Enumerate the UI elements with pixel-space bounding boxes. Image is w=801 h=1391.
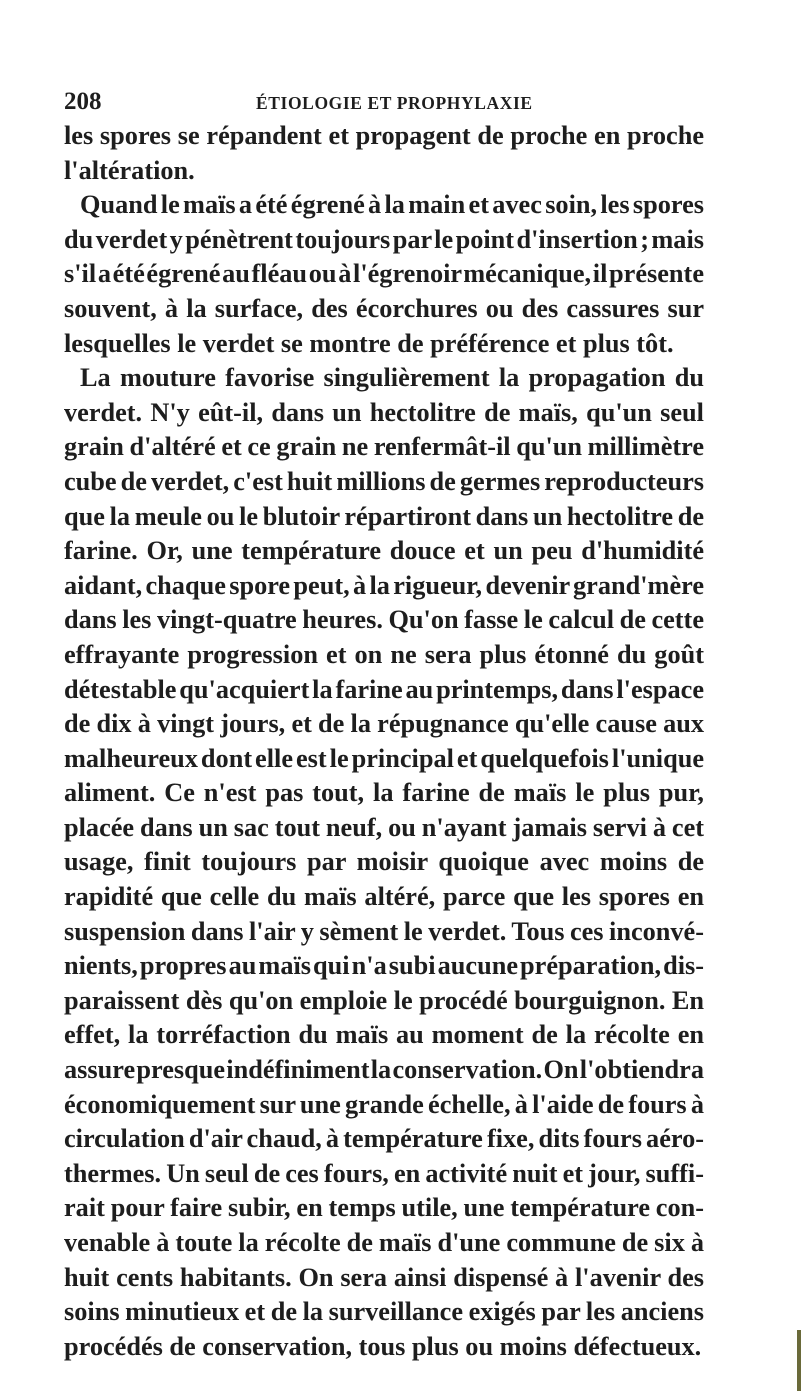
text-line: procédés de conservation, tous plus ou moins défectueux.: [64, 1331, 702, 1361]
text-line: s'il a été égrené au fléau ou à l'égrenoir mécanique, il présente: [64, 259, 704, 289]
page-edge-shadow: [797, 1330, 801, 1391]
text-line: détestable qu'acquiert la farine au printemps, dans l'espace: [64, 674, 704, 704]
text-line: grain d'altéré et ce grain ne renfermât-il qu'un millimètre: [64, 432, 704, 462]
text-line: malheureux dont elle est le principal et quelquefois l'unique: [64, 743, 704, 773]
text-line: usage, finit toujours par moisir quoique avec moins de: [64, 847, 704, 877]
text-line: nients, propres au maïs qui n'a subi aucune préparation, dis-: [64, 951, 704, 981]
text-line: paraissent dès qu'on emploie le procédé bourguignon. En: [64, 985, 704, 1015]
text-line: placée dans un sac tout neuf, ou n'ayant jamais servi à cet: [64, 812, 704, 842]
text-line: effrayante progression et on ne sera plus étonné du goût: [64, 639, 704, 669]
text-line: dans les vingt-quatre heures. Qu'on fasse le calcul de cette: [64, 605, 704, 635]
text-line: du verdet y pénètrent toujours par le point d'insertion ; mais: [64, 224, 704, 254]
text-line: La mouture favorise singulièrement la propagation du: [80, 363, 704, 393]
text-line: effet, la torréfaction du maïs au moment de la récolte en: [64, 1020, 704, 1050]
page-number: 208: [64, 88, 102, 115]
text-line: aliment. Ce n'est pas tout, la farine de maïs le plus pur,: [64, 778, 704, 808]
text-line: suspension dans l'air y sèment le verdet. Tous ces inconvé-: [64, 916, 704, 946]
text-line: soins minutieux et de la surveillance exigés par les anciens: [64, 1297, 704, 1327]
body-text: [64, 119, 704, 1364]
text-line: que la meule ou le blutoir répartiront dans un hectolitre de: [64, 501, 704, 531]
text-line: farine. Or, une température douce et un peu d'humidité: [64, 536, 704, 566]
running-title: ÉTIOLOGIE ET PROPHYLAXIE: [256, 93, 533, 113]
text-line: Quand le maïs a été égrené à la main et avec soin, les spores: [80, 190, 704, 220]
text-line: l'altération.: [64, 155, 195, 185]
text-line: huit cents habitants. On sera ainsi dispensé à l'avenir des: [64, 1262, 704, 1292]
running-head: [64, 90, 704, 114]
text-line: verdet. N'y eût-il, dans un hectolitre de maïs, qu'un seul: [64, 397, 704, 427]
text-line: économiquement sur une grande échelle, à l'aide de fours à: [64, 1089, 704, 1119]
text-line: assure presque indéfiniment la conservation. On l'obtiendra: [64, 1055, 704, 1085]
text-line: de dix à vingt jours, et de la répugnance qu'elle cause aux: [64, 709, 704, 739]
text-line: aidant, chaque spore peut, à la rigueur, devenir grand'mère: [64, 570, 704, 600]
text-line: rapidité que celle du maïs altéré, parce que les spores en: [64, 882, 704, 912]
text-line: lesquelles le verdet se montre de préférence et plus tôt.: [64, 328, 674, 358]
text-line: thermes. Un seul de ces fours, en activité nuit et jour, suffi-: [64, 1158, 704, 1188]
text-line: souvent, à la surface, des écorchures ou des cassures sur: [64, 293, 704, 323]
text-line: circulation d'air chaud, à température fixe, dits fours aéro-: [64, 1124, 704, 1154]
text-line: cube de verdet, c'est huit millions de germes reproducteurs: [64, 466, 704, 496]
text-line: les spores se répandent et propagent de proche en proche: [64, 121, 704, 150]
text-line: rait pour faire subir, en temps utile, une température con-: [64, 1193, 704, 1223]
text-line: venable à toute la récolte de maïs d'une commune de six à: [64, 1228, 704, 1257]
